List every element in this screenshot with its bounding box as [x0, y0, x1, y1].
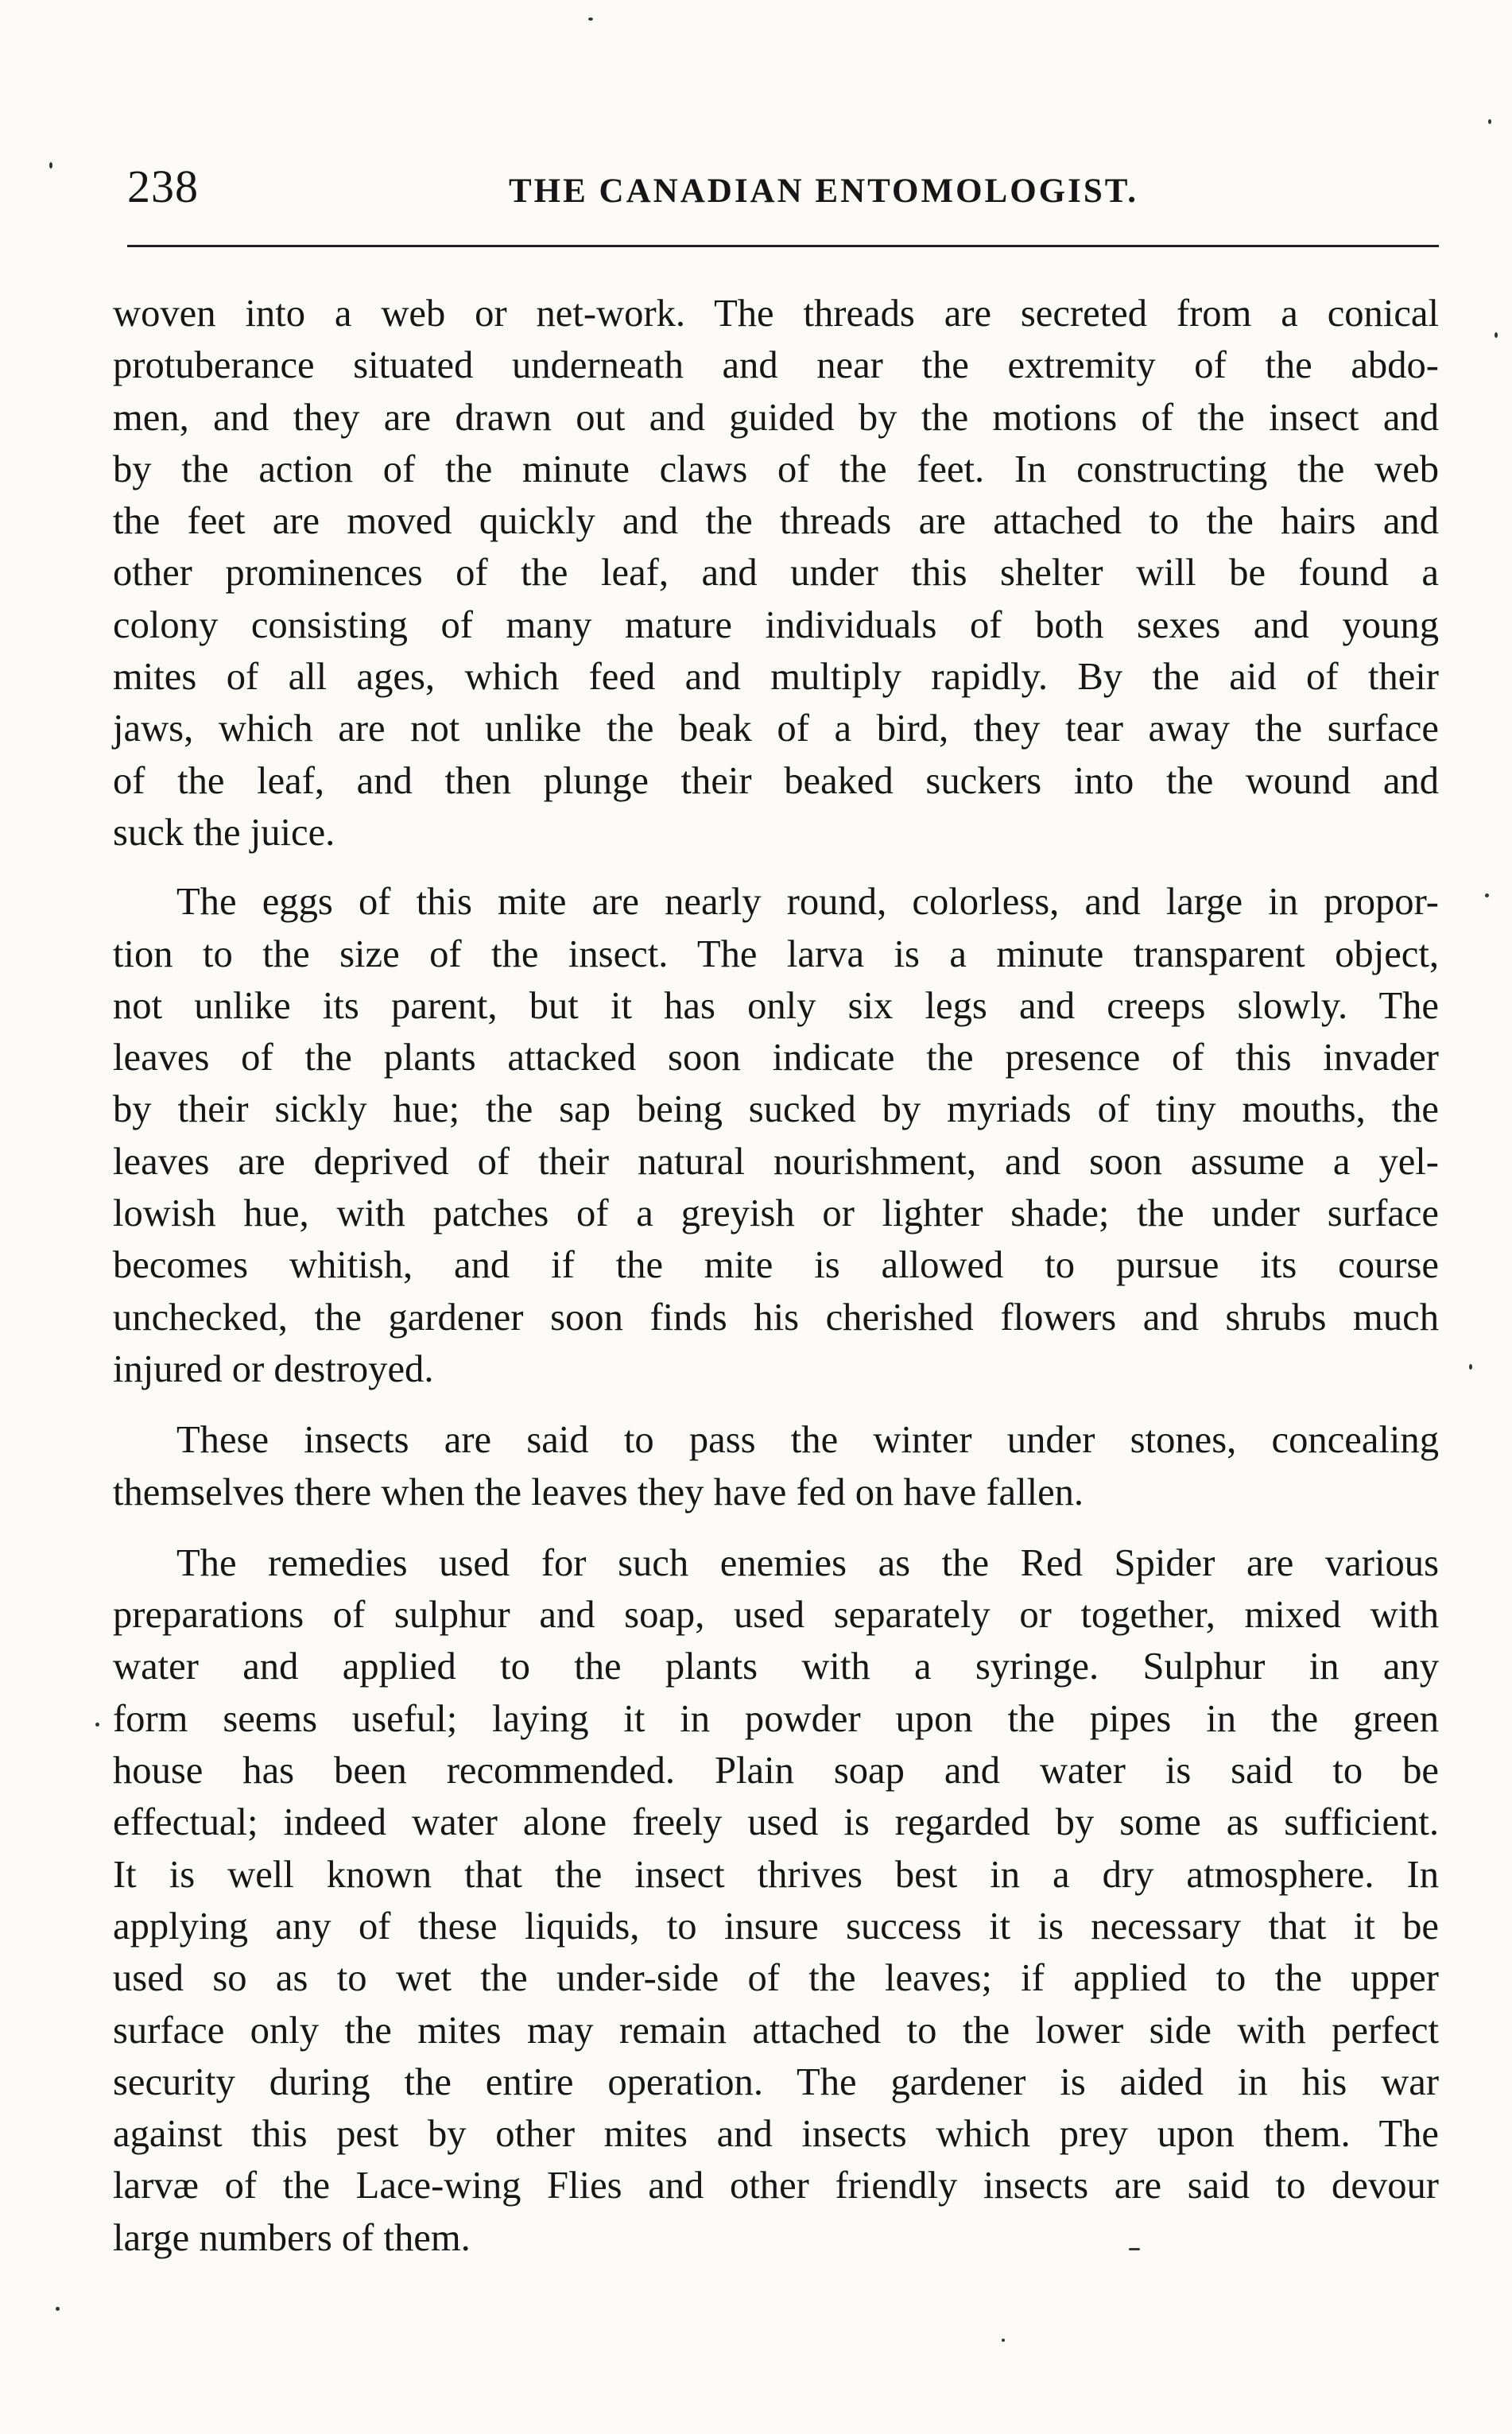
text-line: house has been recommended. Plain soap and water is said to be	[113, 1749, 1439, 1793]
header-rule	[127, 245, 1439, 247]
text-line: by their sickly hue; the sap being sucked by myriads of tiny mouths, the	[113, 1087, 1439, 1131]
text-line: jaws, which are not unlike the beak of a bird, they tear away the surface	[113, 707, 1439, 750]
scan-speck	[1495, 332, 1498, 338]
text-line: not unlike its parent, but it has only six legs and creeps slowly. The	[113, 983, 1439, 1027]
text-line: injured or destroyed.	[113, 1347, 434, 1390]
page-header	[127, 151, 1439, 223]
scan-speck	[1002, 2339, 1005, 2342]
text-line: used so as to wet the under-side of the leaves; if applied to the upper	[113, 1956, 1439, 2000]
text-line: The eggs of this mite are nearly round, colorless, and large in propor-	[176, 880, 1439, 924]
text-line: water and applied to the plants with a syringe. Sulphur in any	[113, 1645, 1439, 1688]
scan-speck	[95, 1723, 99, 1727]
text-line: suck the juice.	[113, 810, 335, 854]
running-title: THE CANADIAN ENTOMOLOGIST.	[509, 172, 1138, 210]
text-line: colony consisting of many mature individuals of both sexes and young	[113, 603, 1439, 646]
text-line: larvæ of the Lace-wing Flies and other friendly insects are said to devour	[113, 2164, 1439, 2207]
text-line: men, and they are drawn out and guided by the motions of the insect and	[113, 395, 1439, 439]
paragraph-1	[113, 288, 1439, 858]
text-line: effectual; indeed water alone freely used is regarded by some as sufficient.	[113, 1800, 1439, 1844]
text-line: form seems useful; laying it in powder upon the pipes in the green	[113, 1696, 1439, 1740]
text-line: by the action of the minute claws of the feet. In constructing the web	[113, 447, 1439, 490]
text-line: other prominences of the leaf, and under this shelter will be found a	[113, 551, 1439, 595]
paragraph-2	[113, 876, 1439, 1395]
scan-speck	[1129, 2248, 1140, 2250]
scan-speck	[49, 162, 52, 169]
scan-speck	[56, 2307, 60, 2311]
text-line: large numbers of them.	[113, 2215, 471, 2259]
text-line: tion to the size of the insect. The larva is a minute transparent object,	[113, 932, 1439, 975]
text-line: the feet are moved quickly and the threads are attached to the hairs and	[113, 499, 1439, 543]
text-line: becomes whitish, and if the mite is allowed to pursue its course	[113, 1243, 1439, 1287]
scan-speck	[1469, 1364, 1472, 1370]
scan-speck	[588, 17, 593, 21]
text-line: security during the entire operation. The gardener is aided in his war	[113, 2060, 1439, 2103]
text-line: against this pest by other mites and insects which prey upon them. The	[113, 2112, 1439, 2156]
text-line: applying any of these liquids, to insure success it is necessary that it be	[113, 1904, 1439, 1948]
text-line: leaves are deprived of their natural nourishment, and soon assume a yel-	[113, 1139, 1439, 1183]
text-line: It is well known that the insect thrives best in a dry atmosphere. In	[113, 1852, 1439, 1896]
text-line: unchecked, the gardener soon finds his cherished flowers and shrubs much	[113, 1295, 1439, 1339]
page-number: 238	[127, 161, 199, 212]
paragraph-3	[113, 1414, 1439, 1518]
text-line: surface only the mites may remain attached to the lower side with perfect	[113, 2008, 1439, 2052]
text-line: of the leaf, and then plunge their beaked suckers into the wound and	[113, 758, 1439, 802]
text-line: preparations of sulphur and soap, used separately or together, mixed with	[113, 1593, 1439, 1637]
text-line: protuberance situated underneath and near the extremity of the abdo-	[113, 343, 1439, 387]
scan-speck	[1485, 893, 1489, 897]
text-line: The remedies used for such enemies as the Red Spider are various	[176, 1541, 1439, 1584]
text-line: mites of all ages, which feed and multiply rapidly. By the aid of their	[113, 655, 1439, 699]
text-line: themselves there when the leaves they have fed on have fallen.	[113, 1470, 1084, 1513]
text-line: lowish hue, with patches of a greyish or lighter shade; the under surface	[113, 1192, 1439, 1235]
scan-speck	[1488, 119, 1491, 124]
text-line: leaves of the plants attacked soon indicate the presence of this invader	[113, 1036, 1439, 1079]
paragraph-4	[113, 1537, 1439, 2264]
text-line: These insects are said to pass the winter under stones, concealing	[176, 1418, 1439, 1462]
text-line: woven into a web or net-work. The threads are secreted from a conical	[113, 292, 1439, 335]
article-body	[113, 288, 1439, 2264]
